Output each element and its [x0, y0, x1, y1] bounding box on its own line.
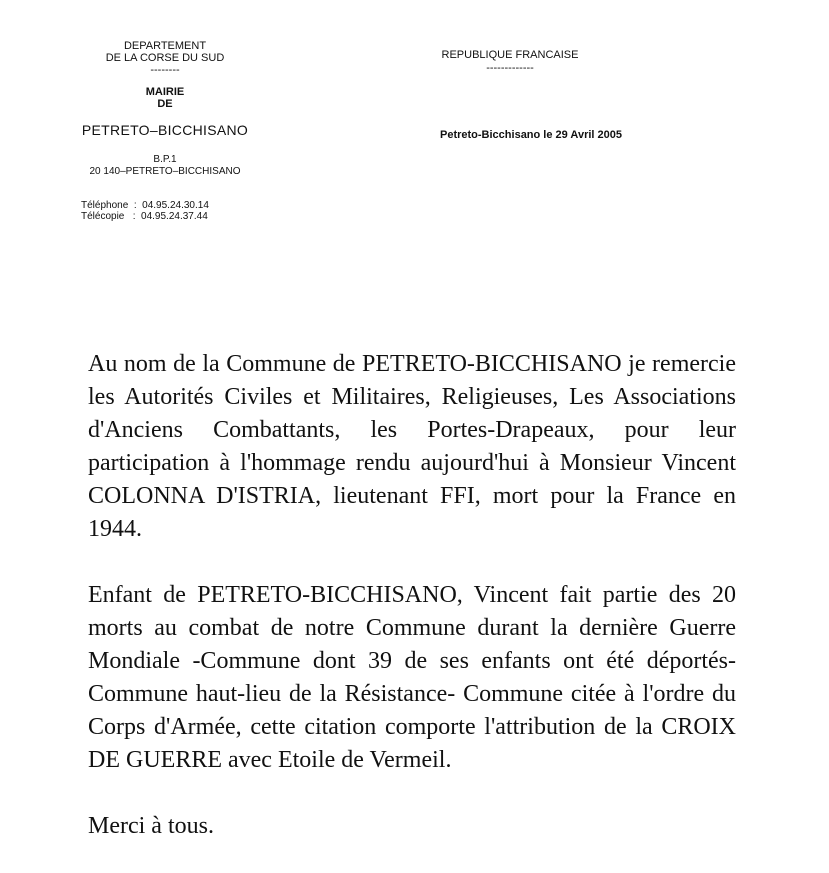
- department-line-1: DEPARTEMENT: [123, 40, 207, 52]
- paragraph-tribute: Enfant de PETRETO-BICCHISANO, Vincent fait partie des 20 morts au combat de notre Commune durant la dernière Guerre Mondiale -Commune dont 39 de ses enfants ont été déportés- Commune haut-lieu de la Résistance- Commune citée à l'ordre du Corps d'Armée, cette citation comporte l'attribution de la CROIX DE GUERRE avec Etoile de Vermeil.: [88, 582, 736, 773]
- closing-line: Merci à tous.: [88, 813, 214, 839]
- commune-name: PETRETO–BICCHISANO: [81, 122, 249, 138]
- contact-block: [81, 200, 209, 222]
- department-line-2: DE LA CORSE DU SUD: [105, 52, 225, 64]
- letterhead-left: [60, 40, 270, 178]
- fax-line: Télécopie : 04.95.24.37.44: [81, 211, 208, 222]
- postal-address: 20 140–PETRETO–BICCHISANO: [89, 166, 241, 177]
- department-separator: --------: [150, 64, 180, 76]
- republique-separator: -------------: [486, 62, 534, 74]
- letter-body: [88, 348, 736, 843]
- letterhead-right: [420, 49, 600, 75]
- postal-box: B.P.1: [153, 154, 177, 165]
- date-line: Petreto-Bicchisano le 29 Avril 2005: [440, 129, 622, 141]
- mairie-de-label: DE: [157, 98, 173, 110]
- republique-label: REPUBLIQUE FRANCAISE: [441, 49, 579, 61]
- paragraph-thanks-authorities: Au nom de la Commune de PETRETO-BICCHISANO je remercie les Autorités Civiles et Militaires, Religieuses, Les Associations d'Anciens Combattants, les Portes-Drapeaux, pour leur participation à l'hommage rendu aujourd'hui à Monsieur Vincent COLONNA D'ISTRIA, lieutenant FFI, mort pour la France en 1944.: [88, 351, 736, 542]
- mairie-label: MAIRIE: [145, 86, 185, 98]
- telephone-line: Téléphone : 04.95.24.30.14: [81, 200, 209, 211]
